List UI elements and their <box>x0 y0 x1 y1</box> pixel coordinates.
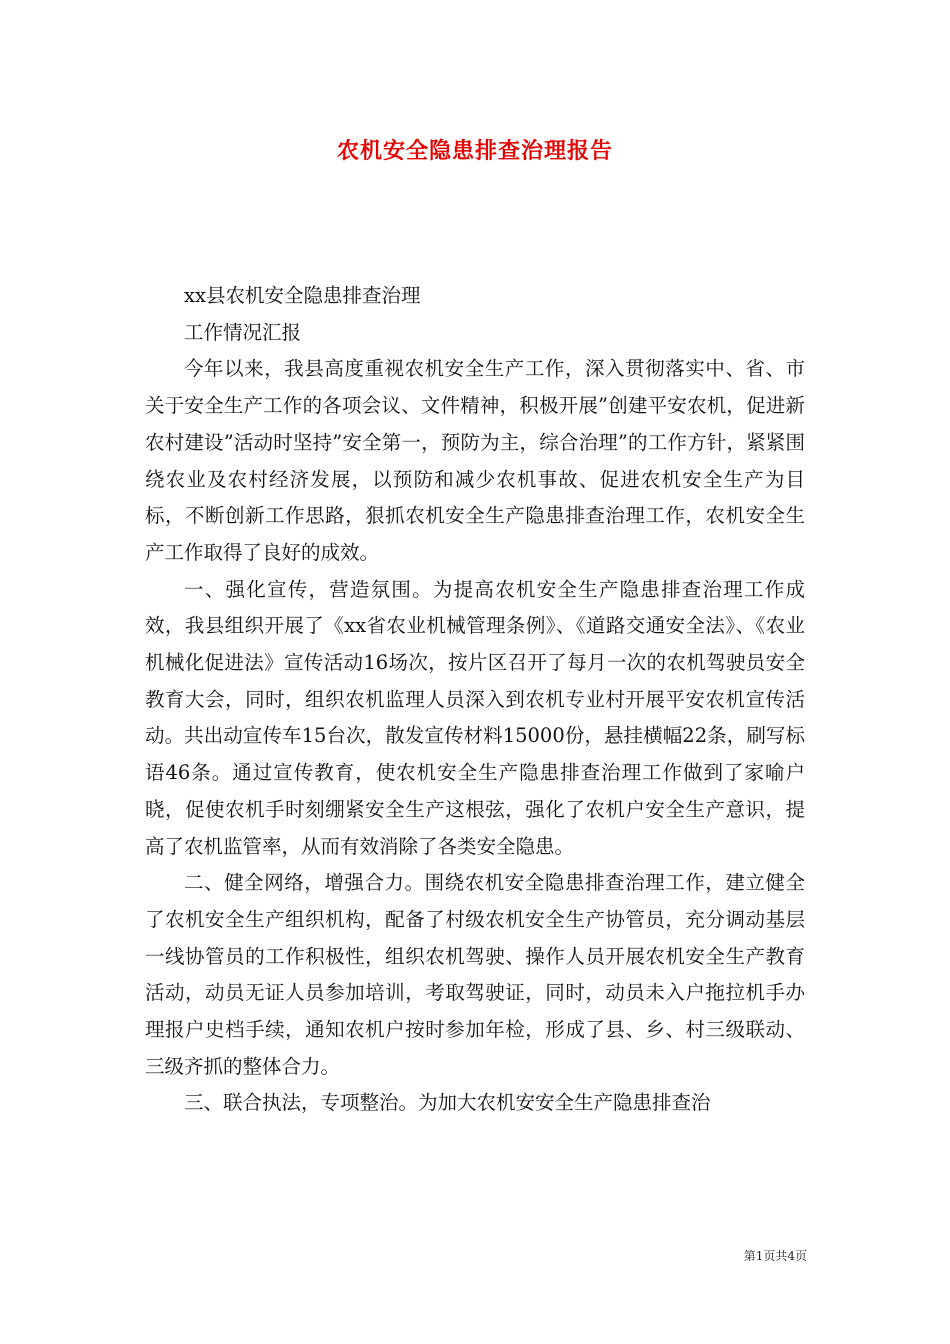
paragraph-section-2: 二、健全网络，增强合力。围绕农机安全隐患排查治理工作，建立健全了农机安全生产组织机构，配备了村级农机安全生产协管员，充分调动基层一线协管员的工作积极性，组织农机驾驶、操作人员开展农机安全生产教育活动，动员无证人员参加培训，考取驾驶证，同时，动员未入户拖拉机手办理报户史档手续，通知农机户按时参加年检，形成了县、乡、村三级联动、三级齐抓的整体合力。 <box>145 871 805 1078</box>
document-title: 农机安全隐患排查治理报告 <box>336 138 613 164</box>
page-number: 第1页共4页 <box>743 1249 807 1263</box>
document-body <box>145 278 805 1122</box>
paragraph-subtitle-line2: 工作情况汇报 <box>184 320 302 344</box>
paragraph-section-1: 一、强化宣传，营造氛围。为提高农机安全生产隐患排查治理工作成效，我县组织开展了《xx省农业机械管理条例》、《道路交通安全法》、《农业机械化促进法》宣传活动16场次，按片区召开了每月一次的农机驾驶员安全教育大会，同时，组织农机监理人员深入到农机专业村开展平安农机宣传活动。共出动宣传车15台次，散发宣传材料15000份，悬挂横幅22条，刷写标语46条。通过宣传教育，使农机安全生产隐患排查治理工作做到了家喻户晓，促使农机手时刻绷紧安全生产这根弦，强化了农机户安全生产意识，提高了农机监管率，从而有效消除了各类安全隐患。 <box>145 577 805 858</box>
paragraph-intro: 今年以来，我县高度重视农机安全生产工作，深入贯彻落实中、省、市关于安全生产工作的各项会议、文件精神，积极开展”创建平安农机，促进新农村建设”活动时坚持”安全第一，预防为主，综合治理”的工作方针，紧紧围绕农业及农村经济发展，以预防和减少农机事故、促进农机安全生产为目标，不断创新工作思路，狠抓农机安全生产隐患排查治理工作，农机安全生产工作取得了良好的成效。 <box>145 357 805 564</box>
paragraph-section-3: 三、联合执法，专项整治。为加大农机安安全生产隐患排查治 <box>184 1091 711 1115</box>
paragraph-subtitle-line1: xx县农机安全隐患排查治理 <box>184 284 421 307</box>
